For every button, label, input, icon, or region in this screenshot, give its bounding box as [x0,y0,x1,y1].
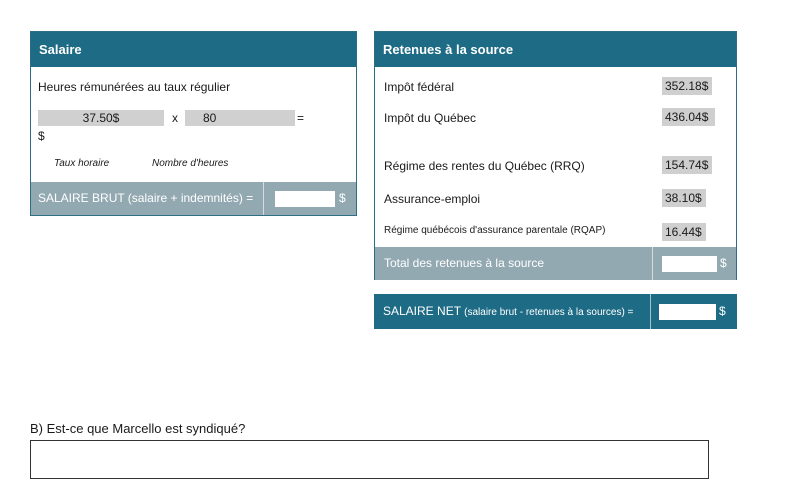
hours-caption: Nombre d'heures [152,158,229,169]
salary-panel-title: Salaire [31,32,356,67]
net-salary-input[interactable] [659,304,716,320]
deductions-panel-title: Retenues à la source [375,32,736,67]
gross-salary-divider [263,182,264,215]
equals-sign: = [297,111,305,125]
total-deductions-label: Total des retenues à la source [384,256,545,270]
net-salary-label [383,294,633,330]
total-deductions-input[interactable] [662,256,717,272]
total-deductions-bar [375,247,736,280]
regular-hours-label: Heures rémunérées au taux régulier [38,80,231,94]
hours-field[interactable]: 80 [185,110,295,126]
deduction-value-rrq[interactable]: 154.74$ [662,156,712,174]
deduction-label-federal-tax: Impôt fédéral [384,80,455,94]
net-salary-label-detail: (salaire brut - retenues à la sources) = [464,307,634,318]
deduction-value-quebec-tax[interactable]: 436.04$ [662,108,715,126]
deduction-value-federal-tax[interactable]: 352.18$ [662,77,712,95]
gross-salary-bar [31,182,356,215]
deduction-value-rqap[interactable]: 16.44$ [662,223,706,241]
deduction-label-rrq: Régime des rentes du Québec (RRQ) [384,159,585,173]
deduction-value-employment-insurance[interactable]: 38.10$ [662,189,706,207]
gross-salary-label: SALAIRE BRUT (salaire + indemnités) = [38,191,254,205]
gross-salary-currency: $ [339,191,346,205]
deduction-label-employment-insurance: Assurance-emploi [384,192,481,206]
total-deductions-divider [652,247,653,280]
question-text: B) Est-ce que Marcello est syndiqué? [30,421,246,436]
hourly-rate-field[interactable]: 37.50$ [38,110,164,126]
question-answer-field[interactable] [30,440,709,479]
gross-salary-input[interactable] [275,191,335,207]
multiply-sign: x [172,111,178,125]
deduction-label-quebec-tax: Impôt du Québec [384,111,477,125]
hourly-rate-caption: Taux horaire [54,158,110,169]
net-salary-label-main: SALAIRE NET [383,304,461,318]
deductions-panel [374,31,737,280]
net-salary-currency: $ [719,304,726,318]
deduction-label-rqap: Régime québécois d'assurance parentale (RQAP) [384,225,606,236]
result-currency: $ [38,129,45,143]
total-deductions-currency: $ [720,256,727,270]
net-salary-bar [374,294,737,329]
net-salary-divider [650,294,651,329]
salary-panel [30,31,357,216]
